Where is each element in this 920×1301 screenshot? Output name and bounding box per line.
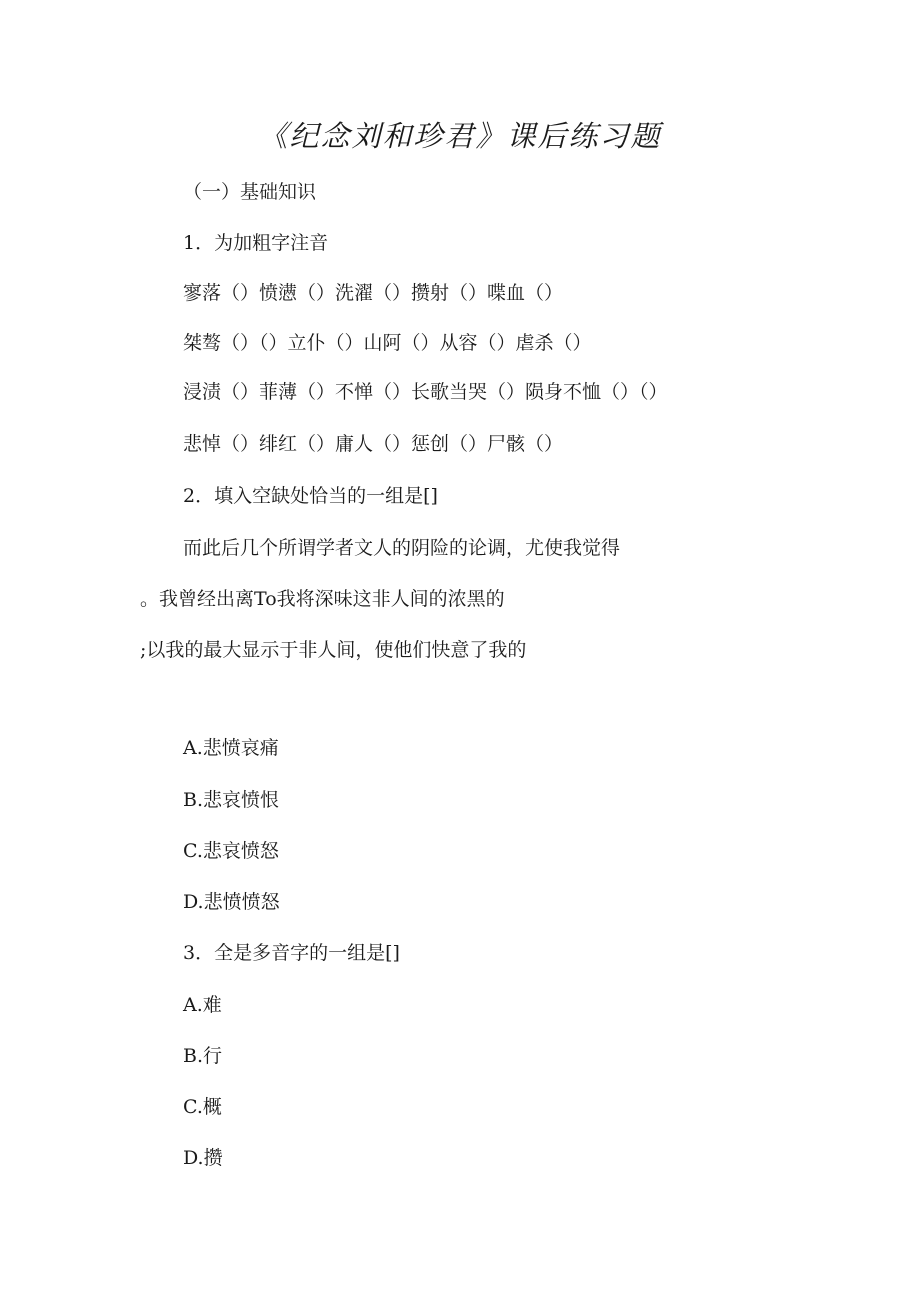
passage-line-1: 而此后几个所谓学者文人的阴险的论调，尤使我觉得 (183, 537, 621, 559)
q3-option-a: A.难 (183, 994, 222, 1016)
question-2-stem: 2．填入空缺处恰当的一组是[] (183, 485, 438, 507)
q2-option-d: D.悲愤愤怒 (183, 891, 280, 913)
pinyin-row-2: 桀骜（）（）立仆（）山阿（）从容（）虐杀（） (183, 332, 592, 354)
page-title: 《纪念刘和珍君》课后练习题 (258, 119, 662, 153)
q3-option-d: D.攒 (183, 1147, 223, 1169)
question-1-stem: 1．为加粗字注音 (183, 232, 329, 254)
passage-line-2: 。我曾经出离To我将深味这非人间的浓黑的 (140, 588, 505, 610)
pinyin-row-1: 寥落（）愤懑（）洗濯（）攒射（）喋血（） (183, 282, 564, 304)
q3-option-b: B.行 (183, 1045, 223, 1067)
section-heading: （一）基础知识 (183, 181, 317, 203)
passage-line-3: ;以我的最大显示于非人间，使他们快意了我的 (140, 639, 527, 661)
pinyin-row-3: 浸渍（）菲薄（）不惮（）长歌当哭（）陨身不恤（）（） (183, 381, 668, 403)
q3-option-c: C.概 (183, 1096, 222, 1118)
q2-option-a: A.悲愤哀痛 (183, 737, 279, 759)
question-3-stem: 3．全是多音字的一组是[] (183, 942, 400, 964)
q2-option-b: B.悲哀愤恨 (183, 789, 280, 811)
pinyin-row-4: 悲悼（）绯红（）庸人（）惩创（）尸骸（） (183, 433, 564, 455)
q2-option-c: C.悲哀愤怒 (183, 840, 279, 862)
